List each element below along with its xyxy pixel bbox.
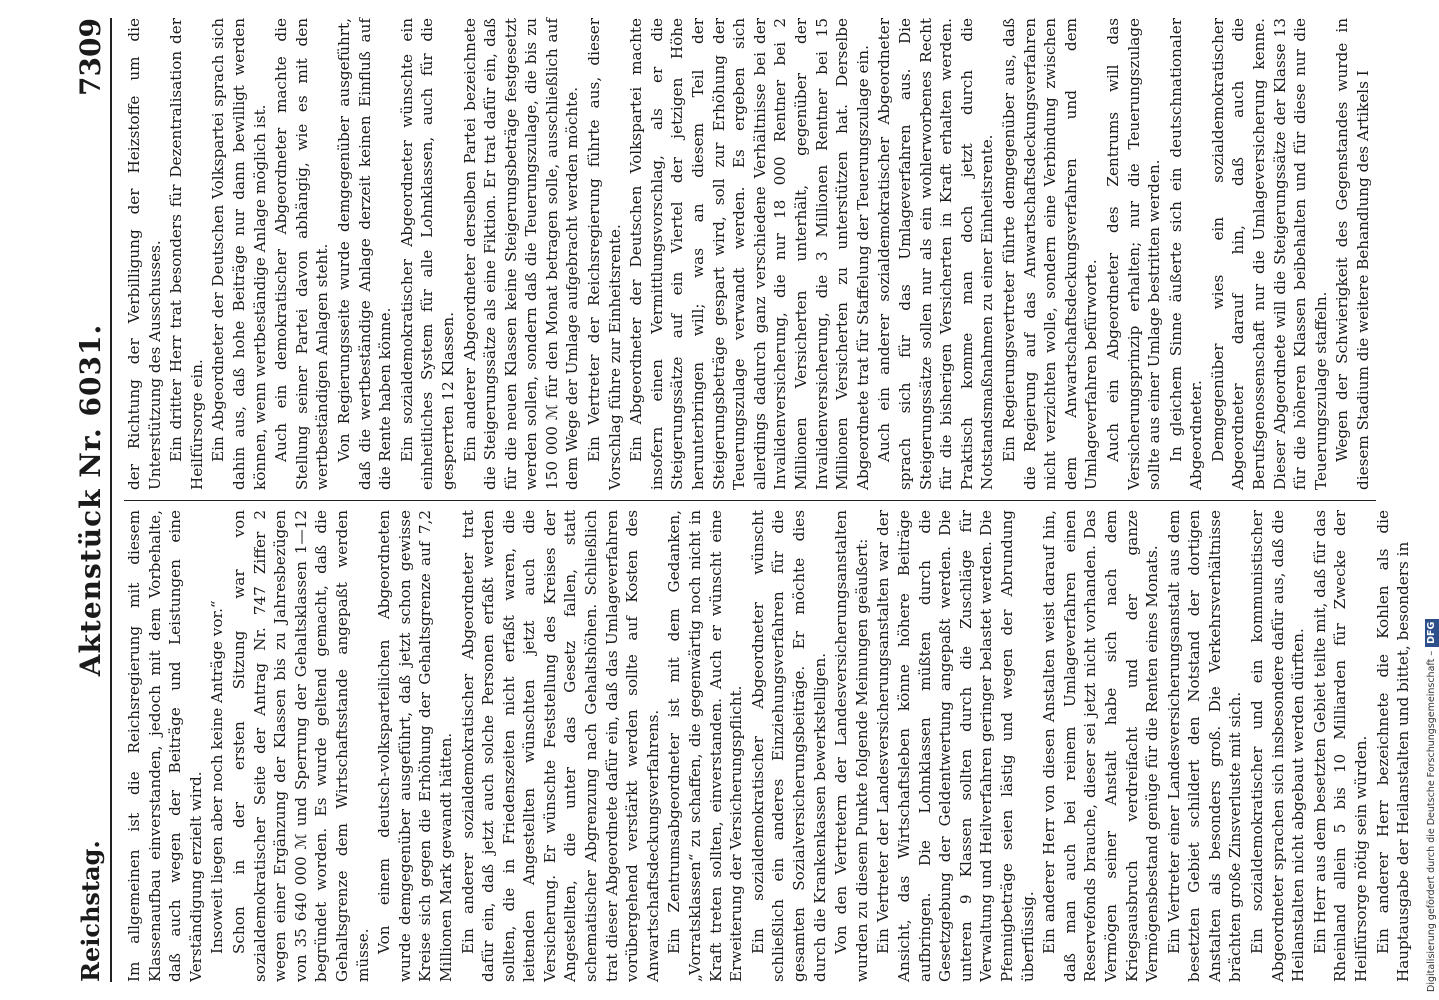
paragraph: Von einem deutsch-volksparteilichen Abgeordneten wurde demgegenüber ausgeführt, daß jetzt schon gewisse Kreise sich gegen die Erhöhung der Gehaltsgrenze auf 7,2 Millionen Mark gewandt hätten. [375, 510, 455, 982]
paragraph: der Richtung der Verbilligung der Heizstoffe um die Unterstützung des Ausschusses. [125, 18, 164, 490]
header-title: Aktenstück Nr. 6031. [74, 323, 107, 677]
paragraph: Von Regierungsseite wurde demgegenüber ausgeführt, daß die wertbeständige Anlage derzeit keinen Einfluß auf die Rente haben könne. [334, 18, 395, 490]
paragraph: Im allgemeinen ist die Reichsregierung mit diesem Klassenaufbau einverstanden, jedoch mit dem Vorbehalte, daß auch wegen der Beiträge und Leistungen eine Verständigung erzielt wird. [125, 510, 205, 982]
dfg-logo: DFG [1425, 619, 1439, 647]
paragraph: Schon in der ersten Sitzung war von sozialdemokratischer Seite der Antrag Nr. 747 Ziffer 2 wegen einer Ergänzung der Klassen bis zu Jahresbezügen von 35 640 000 ℳ und Sperrung der Gehaltsklassen 1—12 begründet worden. Es wurde geltend gemacht, daß die Gehaltsgrenze dem Wirtschaftsstande angepaßt werden müsse. [229, 510, 372, 982]
paragraph: Ein Regierungsvertreter führte demgegenüber aus, daß die Regierung auf das Anwartschaftsdeckungsverfahren nicht verzichten wolle, sondern eine Verbindung zwischen dem Anwartschaftsdeckungsverfahren und dem Umlageverfahren befürworte. [999, 18, 1101, 490]
paragraph: Von den Vertretern der Landesversicherungsanstalten wurden zu diesem Punkte folgende Meinungen geäußert: [832, 510, 871, 982]
paragraph: Ein Zentrumsabgeordneter ist mit dem Gedanken, „Vorratsklassen“ zu schaffen, die gegenwärtig noch nicht in Kraft treten sollten, einverstanden. Auch er wünscht eine Erweiterung der Versicherungspflicht. [665, 510, 746, 982]
paragraph: Insoweit liegen aber noch keine Anträge vor.“ [208, 600, 227, 954]
rotated-document-page [40, 0, 1413, 1000]
paragraph: Ein sozialdemokratischer Abgeordneter wünschte ein einheitliches System für alle Lohnklassen, auch für die gesperrten 12 Klassen. [397, 18, 457, 490]
paragraph: Ein Abgeordneter der Deutschen Volkspartei sprach sich dahin aus, daß hohe Beiträge nur dann bewilligt werden können, wenn wertbeständige Anlage möglich ist. [209, 18, 269, 490]
page-header [70, 18, 112, 982]
paragraph: Ein Vertreter einer Landesversicherungsanstalt aus dem besetzten Gebiet schildert den Notstand der dortigen Anstalten als besonders groß. Die Verkehrsverhältnisse brächten große Zinsverluste mit sich. [1164, 510, 1245, 982]
paragraph: Wegen der Schwierigkeit des Gegenstandes wurde in diesem Stadium die weitere Behandlung des Artikels I [1333, 18, 1373, 490]
paragraph: Ein anderer sozialdemokratischer Abgeordneter trat dafür ein, daß jetzt auch solche Personen erfaßt werden sollten, die in Friedenszeiten nicht erfaßt waren, die leitenden Angestellten wünschten jetzt auch die Versicherung. Er wünschte Feststellung des Kreises der Angestellten, die unter das Gesetz fallen, statt schematischer Abgrenzung nach Gehaltshöhen. Schließlich trat dieser Abgeordnete dafür ein, daß das Umlageverfahren vorübergehend verstärkt werden sollte auf Kosten des Anwartschaftsdeckungsverfahrens. [458, 510, 662, 982]
paragraph: Ein Herr aus dem besetzten Gebiet teilte mit, daß für das Rheinland allein 5 bis 10 Milliarden für Zwecke der Heilfürsorge nötig sein würden. [1310, 510, 1371, 982]
paragraph: Ein anderer Abgeordneter derselben Partei bezeichnete die Steigerungssätze als eine Fiktion. Er trat dafür ein, daß für die neuen Klassen keine Steigerungsbeträge festgesetzt werden sollen, sondern daß die Teuerungszulage, die bis zu 150 000 ℳ für den Monat betragen solle, ausschließlich auf dem Wege der Umlage aufgebracht werden möchte. [460, 18, 582, 490]
dfg-note-label: Digitalisierung gefördert durch die Deutsche Forschungsgemeinschaft – [1426, 650, 1437, 992]
dfg-note-text [1425, 8, 1439, 992]
paragraph: Auch ein anderer sozialdemokratischer Abgeordneter sprach sich für das Umlageverfahren aus. Die Steigerungssätze sollen nur als ein wohlerworbenes Recht für die bisherigen Versicherten in Kraft erhalten werden. Praktisch komme man doch jetzt durch die Notstandsmaßnahmen zu einer Einheitsrente. [875, 18, 997, 490]
paragraph: Ein Vertreter der Reichsregierung führte aus, dieser Vorschlag führe zur Einheitsrente. [585, 18, 624, 490]
paragraph: Auch ein Abgeordneter des Zentrums will das Versicherungsprinzip erhalten; nur die Teuerungszulage sollte aus einer Umlage bestritten werden. [1103, 18, 1164, 490]
paragraph: In gleichem Sinne äußerte sich ein deutschnationaler Abgeordneter. [1166, 18, 1206, 490]
paragraph: Ein dritter Herr trat besonders für Dezentralisation der Heilfürsorge ein. [167, 18, 206, 490]
right-column [124, 18, 1376, 490]
paragraph: Ein anderer Herr von diesen Anstalten weist darauf hin, daß man auch bei reinem Umlageverfahren einen Reservefonds brauche, dieser sei jetzt nicht vorhanden. Das Vermögen seiner Anstalt habe sich nach dem Kriegsausbruch verdreifacht und der ganze Vermögensbestand genüge für die Renten eines Monats. [1040, 510, 1162, 982]
paragraph: Ein sozialdemokratischer und ein kommunistischer Abgeordneter sprachen sich insbesondere dafür aus, daß die Heilanstalten nicht abgebaut werden dürften. [1248, 510, 1308, 982]
dfg-note [1425, 8, 1439, 992]
header-left: Reichstag. [76, 840, 105, 982]
paragraph: Ein Abgeordneter der Deutschen Volkspartei machte insofern einen Vermittlungsvorschlag, als er die Steigerungssätze auf ein Viertel der jetzigen Höhe herunterbringen will; was an diesem Teil der Steigerungsbeträge gespart wird, soll zur Erhöhung der Teuerungszulage verwandt werden. Es ergeben sich allerdings dadurch ganz verschiedene Verhältnisse bei der Invalidenversicherung, die nur 18 000 Rentner bei 2 Millionen Versicherten unterhält, gegenüber der Invalidenversicherung, die 3 Millionen Rentner bei 15 Millionen Versicherten zu unterstützen hat. Derselbe Abgeordnete trat für Staffelung der Teuerungszulage ein. [627, 18, 872, 490]
left-column [124, 510, 1413, 982]
paragraph: Auch ein demokratischer Abgeordneter machte die Stellung seiner Partei davon abhängig, wie es mit den wertbeständigen Anlagen steht. [272, 18, 332, 490]
paragraph: Ein Vertreter der Landesversicherungsanstalten war der Ansicht, das Wirtschaftsleben könne höhere Beiträge aufbringen. Die Lohnklassen müßten durch die Gesetzgebung der Geldentwertung angepaßt werden. Die unteren 9 Klassen sollten durch die Zuschläge für Verwaltung und Heilverfahren geringer belastet werden. Die Pfennigbeträge seien lästig und wegen der Abrundung überflüssig. [874, 510, 1037, 982]
paragraph: Ein sozialdemokratischer Abgeordneter wünscht schließlich ein anderes Einziehungsverfahren für die gesamten Sozialversicherungsbeiträge. Er möchte dies durch die Krankenkassen bewerkstelligen. [748, 510, 829, 982]
column-divider [124, 500, 1376, 501]
text-columns [124, 18, 1413, 982]
page-number: 7309 [74, 18, 107, 96]
paragraph: Ein anderer Herr bezeichnete die Kohlen als die Hauptausgabe der Heilanstalten und bittet, besonders in [1373, 510, 1413, 982]
paragraph: Demgegenüber wies ein sozialdemokratischer Abgeordneter darauf hin, daß auch die Berufsgenossenschaft nur die Umlageversicherung kenne. Dieser Abgeordnete will die Steigerungssätze der Klasse 13 für die höheren Klassen beibehalten und für diese nur die Teuerungszulage staffeln. [1208, 18, 1330, 490]
